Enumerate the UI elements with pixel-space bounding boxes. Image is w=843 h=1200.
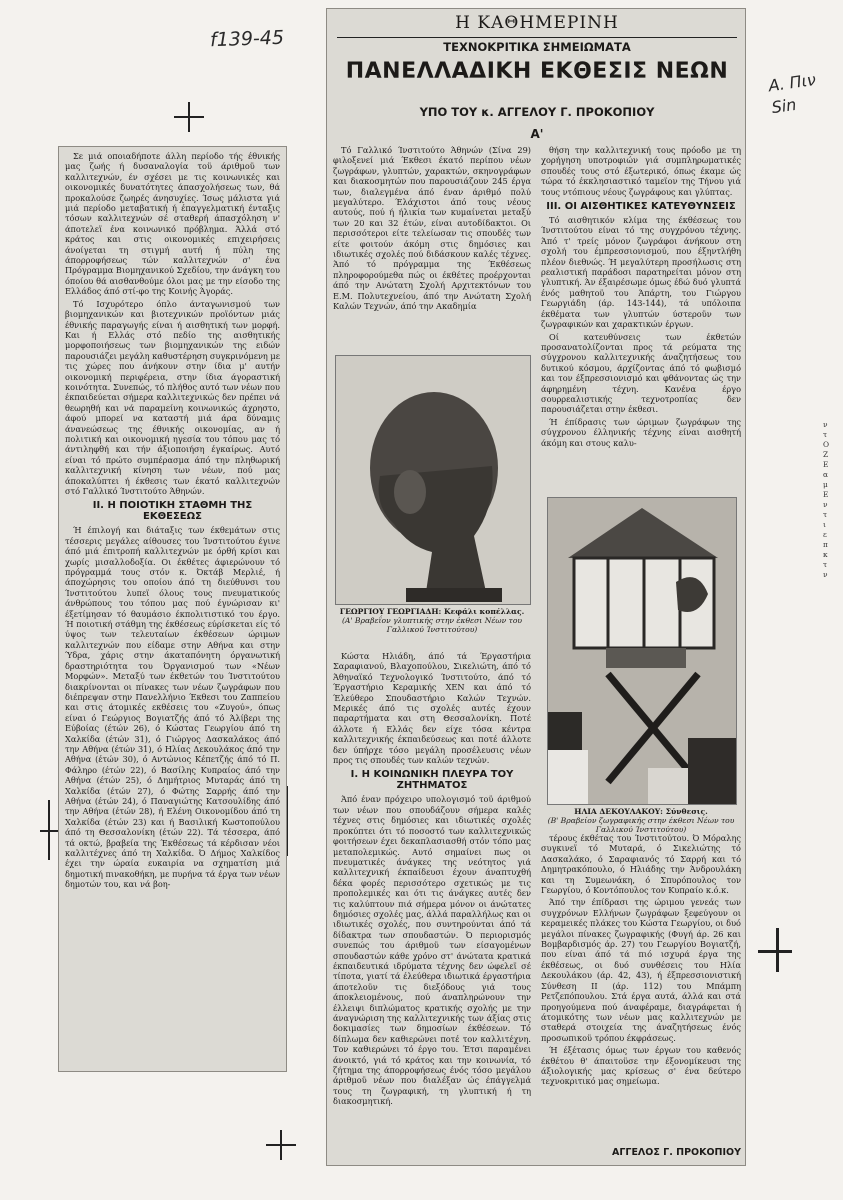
section-heading-iii: ΙΙΙ. ΟΙ ΑΙΣΘΗΤΙΚΕΣ ΚΑΤΕΥΘΥΝΣΕΙΣ <box>546 201 736 213</box>
photo-2-caption <box>543 807 739 834</box>
right-paragraph-1: θήση την καλλιτεχνική τους πρόοδο με τη χορήγηση υποτροφιών γιά συμπληρωματικές σπουδές τους στό έξωτερικό, όπως έκαμε ώς τώρα τό έκκλησιαστικό ταμεϊον της Τήνου γιά τους ντόπιους νέους ζωγράφους και γλύπτας. <box>541 145 741 197</box>
article-headline: ΠΑΝΕΛΛΑΔΙΚΗ ΕΚΘΕΣΙΣ ΝΕΩΝ <box>345 59 729 84</box>
right-paragraph-5: τέρους έκθέτας του Ίνστιτούτου. Ό Μόραλης συγκινεϊ τό Μυταρά, ό Σικελιώτης τό Δασκαλάκο, ό Σαραφιανός τό Σαρρή και τό Δημητρακόπουλο, ό Ηλιάδης την Άνδρουλάκη και τη Συμεωνάκη, ό Σπυρόπουλος τον Γεωργίου, ό Κοντόπουλος τον Κυπραίο κ.ό.κ. <box>541 833 741 896</box>
left-paragraph-2: Τό Ισχυρότερο όπλο άνταγωνισμού των βιομηχανικών και βιοτεχνικών προϊόντων μιάς έθνικής παραγωγής είναι ή αισθητική των μορφή. Και ή Ελλάς στό πεδίο της αισθητικής μορφοποιήσεως των βιομηχανικών της ειδών παρουσιάζει μεγάλη καθυστέρηση συγκρινόμενη με τις χώρες που άνήκουν στην ίδια μ' αυτήν οικονομική περιφέρεια, στην ίδια άγοραστική κοινότητα. Συνεπώς, τό πλήθος αυτό των νέων που έκπαιδεύεται σήμερα καλλιτεχνικώς δεν πρέπει νά θεωρηθή και νά παραμείνη κοινωνικώς άχρηστο, άφού μπορεί να καταστή μιά άρα δύναμις άνανεώσεως της έθνικής οικονομίας, αν ή πολιτική και οικονομική ηγεσία του τόπου μας τό άντιληφθή και τήν άξιοποιήση έγκαίρως. Αυτό είναι τό πρώτο συμπέρασμα άπό την πληθωρική καλλιτεχνική κίνηση των νέων, πού μας άποκαλύπτει ή έκθεσις των έκατό καλλιτεχνών στό Γαλλικό Ίνστιτούτο Άθηνών. <box>65 298 280 496</box>
right-paragraph-3: Οί κατευθύνσεις των έκθετών προσανατολίζονται προς τά ρεύματα της σύγχρονου καλλιτεχνικής άναζητήσεως του δυτικού κόσμου, άρχίζοντας άπό τό φωβισμό και τον έξπρεσσιονισμό και φθάνοντας ώς την άφηρημένη τέχνη. Κανένα έργο σουρρεαλιστικής τεχνοτροπίας δεν παρουσιάζεται στην έκθεσι. <box>541 331 741 415</box>
fragment-letter: ν <box>823 500 828 509</box>
fragment-letter: Ε <box>823 490 829 499</box>
fragment-letter: Ο <box>823 440 830 449</box>
left-paragraph-3: Ή έπιλογή και διάταξις των έκθεμάτων στις τέσσερις μεγάλες αίθουσες του Ίνστιτούτου έγινε άπό μιά έπιτροπή καλλιτεχνών με όρθή κρίσι και χωρίς μισαλλοδοξία. Οι έκθέτες άφιερώνουν τό πρόγραμμά τους στόν κ. Όκτάβ Μερλιέ, ή άποχώρησις του οποίου άπό τη διεύθυνσι του Ίνστιτούτου λυπεϊ όλους τους πνευματικούς άνθρώπους του τόπου μας πού έγνώρισαν κι' έξετίμησαν τό θαυμάσιο έκπολιτιστικό του έργο. Ή ποιοτική στάθμη της έκθέσεως εύρίσκεται είς τό ύψος των τελευταίων έκθέσεων ώριμων καλλιτεχνών που είδαμε στην Αθήνα και στην Ύδρα, χάρις στην άκαταπόνητη όργανωτική δραστηριότητα του Όργανισμού των «Νέων Μορφών». Μεταξύ των έκθετών του Ίνστιτούτου διακρίνονται οι πίνακες των νέων ζωγράφων που διέπρεψαν στην Πανελλήνιο Έκθεσι του Ζαππείου και στις άτομικές εκθέσεις του «Ζυγού», όπως είναι ό Γεώργιος Βογιατζής άπό τό Άλίβερι της Εύβοίας (έτών 26), ό Κώστας Γεωργίου άπό τη Χαλκίδα (έτών 31), ό Γιώργος Δασκαλάκος άπό την Αθήνα (έτών 31), ό Ηλίας Δεκουλάκος άπό την Αθήνα (έτών 30), ό Αντώνιος Κέπετζής άπό τό Π. Φάληρο (έτών 22), ό Βασίλης Κυπραίος άπό την Αθήνα (έτών 25), ό Δημήτριος Μυταράς άπό τη Χαλκίδα (έτών 27), ό Φώτης Σαρρής άπό την Αθήνα (έτών 24), ό Παναγιώτης Κατσουλίδης άπό την Αθήνα (έτών 28), ή Ελένη Οικονομίδου άπό τη Χαλκίδα (έτών 23) και ή Βασιλική Κωστοπούλου άπό τη Θεσσαλονίκη (έτών 22). Τά τέσσερα, άπό τά οκτώ, βραβεία της Έκθέσεως τά κέρδισαν νέοι καλλιτέχνες άπό τη Χαλκίδα. Ό Δήμος Χαλκίδος έχει την ώραία ευκαιρία να σχηματίση μιά δημοτική πινακοθήκη, με πυρήνα τά έργα των νέων δημοτών του, και νά βοη- <box>65 525 280 890</box>
article-signature: ΑΓΓΕΛΟΣ Γ. ΠΡΟΚΟΠΙΟΥ <box>611 1147 741 1158</box>
right-column-bottom <box>541 833 741 1143</box>
section-title: ΤΕΧΝΟΚΡΙΤΙΚΑ ΣΗΜΕΙΩΜΑΤΑ <box>443 40 631 54</box>
fragment-letter: π <box>823 540 828 549</box>
sculpture-head-illustration <box>336 356 530 604</box>
right-paragraph-7: Ή έξέτασις όμως των έργων του καθενός έκθέτου θ' άπαιτοϋσε την έξονομίκευσι της άξιολογικής μας κρίσεως σ' ένα δεύτερο τεχνοκριτικό μας σημείωμα. <box>541 1045 741 1087</box>
composition-painting-illustration <box>548 498 736 804</box>
sculpture-photo <box>335 355 531 605</box>
right-column-top <box>541 145 741 495</box>
left-paragraph-1: Σε μιά οποιαδήποτε άλλη περίοδο τής έθνικής μας ζωής ή δυσαναλογία τοϋ άριθμοϋ των καλλιτεχνών, έν σχέσει με τις κοινωνικές και οικονομικές δυνατότητες άπασχολήσεως των, θά προκαλούσε ζωηρές άνησυχίες. Ίσως μάλιστα γιά μιά περίοδο μεταβατική ή έπαγγελματική ένταξις τόσων καλλιτεχνών σέ σταθερή άπασχόληση ν' άποτελεϊ ένα κοινωνικό πρόβλημα. Άλλά στό κράτος και στις οικονομικές επιχειρήσεις άνοίγεται τη στιγμή αυτή ή πύλη της άπορροφήσεως τών καλλιτεχνών σ' ένα Πρόγραμμα Βιομηχανικού Σχεδίου, την άνάγκη του όποίου θά αισθανθούμε όλοι μας με την είσοδο της Ελλάδος άπό στί-φο της Κοινής Άγοράς. <box>65 151 280 297</box>
left-column-text <box>65 151 280 1065</box>
newspaper-masthead: Η ΚΑΘΗΜΕΡΙΝΗ <box>455 13 619 33</box>
fragment-letter: κ <box>823 550 828 559</box>
article-byline: ΥΠΟ ΤΟΥ κ. ΑΓΓΕΛΟΥ Γ. ΠΡΟΚΟΠΙΟΥ <box>419 105 655 119</box>
right-paragraph-6: Άπό την έπίδρασι της ώριμου γενεάς των συγχρόνων Ελλήνων ζωγράφων ξεφεύγουν οι κεραμεικές πλάκες του Κώστα Γεωργίου, οι δυό μεγάλοι πίνακες ζωγραφικής (Φυγή άρ. 26 και Βομβαρδισμός άρ. 27) του Γεωργίου Βογιατζή, που είναι άπό τά πιό ισχυρά έργα της έκθέσεως, οι δυό συνθέσεις του Ηλία Δεκουλάκου (άρ. 42, 43), ή έξπρεσσιονιστική Σύνθεση ΙΙ (άρ. 112) του Μπάμπη Ρετζεπόπουλου. Στά έργα αυτά, άλλά και στά προηγούμενα πού άναφέραμε, διαγράφεται ή άτομικότης των νέων μας καλλιτεχνών με σταθερά στοιχεία της άναζητήσεως ένός προσωπικοϋ τρόπου έκφράσεως. <box>541 897 741 1043</box>
article-part-number: Α' <box>530 127 544 141</box>
main-article-clipping <box>326 8 746 1166</box>
photo-1-caption-note: (Α' Βραβεΐον γλυπτικής στην έκθεσι Νέων του Γαλλικού Ίνστιτούτου) <box>341 616 523 634</box>
fragment-letter: ν <box>823 570 828 579</box>
fragment-letter: ι <box>823 520 826 529</box>
middle-paragraph-3: Άπό έναν πρόχειρο υπολογισμό τοϋ άριθμού των νέων που σπουδάζουν σήμερα καλές τέχνες στις δημόσιες και ιδιωτικές σχολές προκύπτει ότι τό ποσοστό των καλλιτεχνικώς φοιτήσεων έχει δεκαπλασιασθή στόν τόπο μας μεταπολεμικώς. Αυτό σημαίνει πως οι πνευματικές άνάγκες της νεότητος γιά καλλιτεχνική έκπαίδευσι έχουν άναπτυχθή δέκα φορές περισσότερο σχετικώς με τις προπολεμικές και ότι τις άνάγκες αυτές δεν τις καλύπτουν πιά σήμερα μόνον οι άνώτατες δημόσιες σχολές μας, άλλά παραλλήλως και οι ιδιωτικές σχολές, που συντηρούνται άπό τά δίδακτρα των σπουδαστών. Ό περιορισμός συνεπώς του άριθμοϋ των είσαγομένων σπουδαστών κάθε χρόνο στ' άνώτατα κρατικά έκπαιδευτικά ιδρύματα τέχνης δεν ώφελεϊ σέ τίποτα, γιατί τά έλεύθερα ιδιωτικά έργαστήρια άποτελοϋν τις διεξόδους γιά τους άποκλειομένους, πού άναπληρώνουν την έλλειψι διπλώματος κρατικής σχολής με την άναγνώριση της καλλιτεχνικής των άξίας στις δοκιμασίες των δημοσίων έκθέσεων. Τό δίπλωμα δεν καθιερώνει ποτέ τον καλλιτέχνη. Τον καθιερώνει τό έργο του. Έτσι παραμένει άνοικτό, γιά τό κράτος και την κοινωνία, τό ζήτημα της άπορροφήσεως ένός τόσο μεγάλου άριθμοϋ νέων που διαλέξαν ώς έπάγγελμά τους τη ζωγραφική, τη γλυπτική ή τη διακοσμητική. <box>333 794 531 1107</box>
corner-note-handwritten <box>767 69 820 119</box>
fragment-letter: α <box>823 470 828 479</box>
fragment-letter: τ <box>823 560 828 569</box>
masthead-rule <box>337 37 737 38</box>
photo-1-caption <box>333 607 531 634</box>
middle-paragraph-2: Κώστα Ηλιάδη, άπό τά Έργαστήρια Σαραφιανού, Βλαχοπούλου, Σικελιώτη, άπό τό Άθηναϊκό Τεχνολογικό Ίνστιτούτο, άπό τό Έργαστήριο Κεραμικής ΧΕΝ και άπό τό Έλεύθερο Σπουδαστήριο Καλών Τεχνών. Μερικές άπό τις σχολές αυτές έχουν παραρτήματα και στη Θεσσαλονίκη. Ποτέ άλλοτε ή Ελλάς δεν είχε τόσα κέντρα καλλιτεχνικής έκπαιδεύσεως και ποτέ άλλοτε δεν ύπήρχε τόσο μεγάλη προσέλευσις νέων προς τις σπουδές των καλών τεχνών. <box>333 651 531 766</box>
adjacent-clipping-fragment <box>823 420 841 1120</box>
section-heading-i: Ι. Η ΚΟΙΝΩΝΙΚΗ ΠΛΕΥΡΑ ΤΟΥ ΖΗΤΗΜΑΤΟΣ <box>350 769 514 792</box>
corner-note-line-2: Sin <box>770 94 798 118</box>
reference-number-handwritten: f139-45 <box>209 26 285 52</box>
corner-note-line-1: Α. Πιν <box>767 69 817 96</box>
section-heading-ii: ΙΙ. Η ΠΟΙΟΤΙΚΗ ΣΤΑΘΜΗ ΤΗΣ ΕΚΘΕΣΕΩΣ <box>92 500 253 523</box>
photo-2-caption-note: (Β' Βραβείον ζωγραφικής στην έκθεσι Νέων του Γαλλικού Ίνστιτούτου) <box>547 816 735 834</box>
registration-mark-right <box>756 928 796 972</box>
middle-paragraph-1: Τό Γαλλικό Ίνστιτούτο Άθηνών (Σίνα 29) φιλοξενεί μιά Έκθεσι έκατό περίπου νέων ζωγράφων, γλυπτών, χαρακτών, σκηνογράφων και διακοσμητών που παρουσιάζουν 245 έργα των, διαλεγμένα άπό έναν άριθμό πολύ μεγαλύτερο. Έλάχιστοι άπό τους νέους αυτούς, πού ή ήλικία των κυμαίνεται μεταξύ των 20 και 32 έτών, είναι αυτοδίδακτοι. Οι περισσότεροι είτε τελείωσαν τις σπουδές των είτε φοιτούν άκόμη στις δημόσιες και ιδιωτικές σχολές πού διδάσκουν καλές τέχνες. Άπό τό πρόγραμμα της Έκθέσεως πληροφορούμεθα πώς οι έκθέτες προέρχονται άπό την Ανώτατη Σχολή Αρχιτεκτόνων του Ε.Μ. Πολυτεχνείου, άπό την Ανώτατη Σχολή Καλών Τεχνών, άπό την Ακαδημία <box>333 145 531 312</box>
fragment-letter: τ <box>823 430 828 439</box>
middle-column-intro <box>333 145 531 351</box>
registration-mark-top <box>174 102 204 132</box>
fragment-letter: ε <box>823 530 827 539</box>
photo-2-caption-title: ΗΛΙΑ ΔΕΚΟΥΛΑΚΟΥ: Σύνθεσις. <box>574 807 708 816</box>
middle-column-body <box>333 651 531 1163</box>
fragment-letter: μ <box>823 480 828 489</box>
painting-photo <box>547 497 737 805</box>
fragment-letter: Ε <box>823 460 829 469</box>
registration-mark-bottom <box>266 1130 296 1160</box>
fragment-letter: Ζ <box>823 450 829 459</box>
right-paragraph-4: Ή έπίδρασις των ώριμων ζωγράφων της σύγχρονου έλληνικής τέχνης είναι αισθητή άκόμη και στους καλυ- <box>541 416 741 448</box>
right-paragraph-2: Τό αισθητικόν κλίμα της έκθέσεως του Ίνστιτούτου είναι τό της συγχρόνου τέχνης. Άπό τ' τρείς μόνον ζωγράφοι άνήκουν στη σχολή του έμπρεσσιονισμού, που έξηντλήθη πλέον διεθνώς. Ή μεγαλύτερη προσήλωσις στη ρεαλιστική παράδοσι παρατηρείται μόνον στη γλυπτική. Άν έξαιρέσωμε όμως έδώ δυό γλυπτά ένός μαθητοϋ του Άπάρτη, του Γιώργου Γεωργιάδη (άρ. 143-144), τά υπόλοιπα έκθέματα των γλυπτών ύστεροϋν των ζωγραφικών και χαρακτικών έργων. <box>541 215 741 330</box>
photo-1-caption-title: ΓΕΩΡΓΙΟΥ ΓΕΩΡΓΙΑΔΗ: Κεφάλι κοπέλλας. <box>339 607 525 616</box>
fragment-letter: τ <box>823 510 828 519</box>
fragment-letter: ν <box>823 420 828 429</box>
left-column-clipping <box>58 146 287 1072</box>
